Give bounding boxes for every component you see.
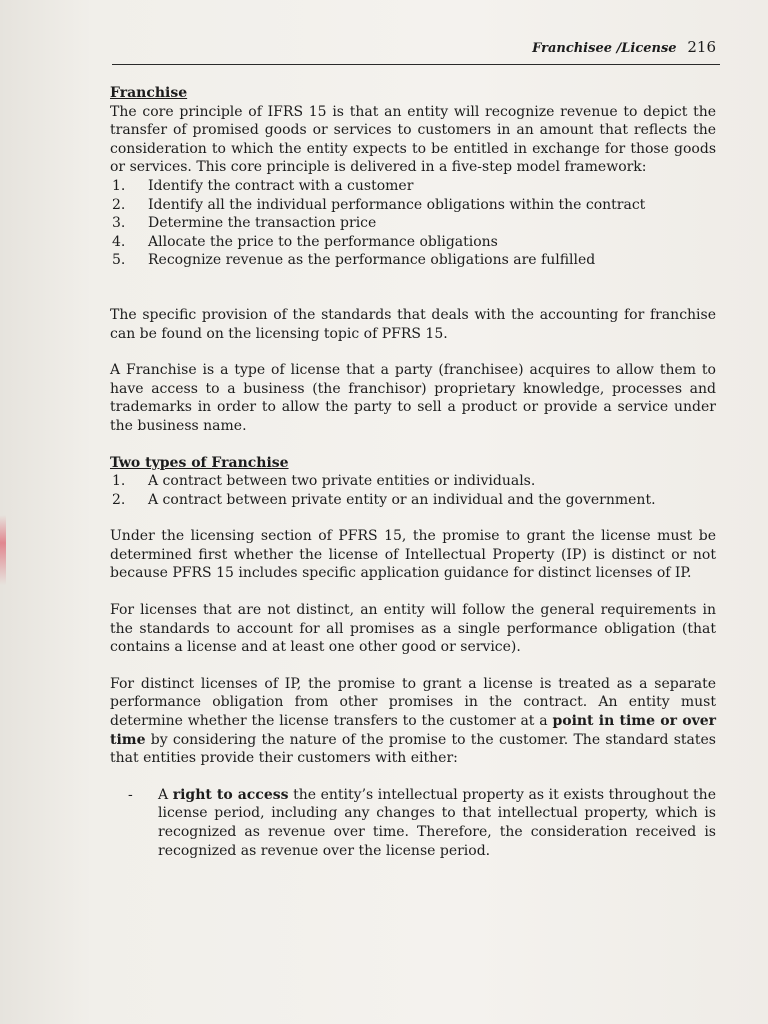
paragraph-franchise-definition: A Franchise is a type of license that a party (franchisee) acquires to allow them to have access to a business (the franchisor) proprietary knowledge, processes and trademarks in order to allow the party to sell a product or provide a service under the business name.	[110, 362, 716, 434]
list-number: 2.	[112, 196, 126, 213]
header-title: Franchisee /License	[532, 41, 677, 56]
bold-text-run: right to access	[172, 786, 289, 803]
bold-text-run: point in time or over time	[110, 713, 717, 748]
bullet-dash: -	[128, 786, 133, 803]
header-rule	[112, 64, 720, 65]
running-header	[532, 38, 716, 56]
franchise-types-list	[110, 472, 716, 509]
list-number: 3.	[112, 215, 126, 232]
text-run: the entity’s intellectual property as it exists throughout the license period, including any changes to that intellectual property, which is recognized as revenue over time. Therefore, the consideration received is recognized as revenue over the license period.	[158, 786, 716, 859]
list-number: 5.	[112, 252, 126, 269]
list-item	[110, 251, 716, 270]
list-item	[110, 472, 716, 491]
bullet-text	[158, 786, 716, 860]
list-number: 4.	[112, 233, 126, 250]
text-run: by considering the nature of the promise to the customer. The standard states that entities provide their customers with either:	[110, 731, 716, 767]
list-number: 1.	[112, 177, 126, 194]
text-run: A	[158, 786, 173, 803]
list-number: 2.	[112, 491, 126, 508]
list-number: 1.	[112, 473, 126, 490]
list-text: Recognize revenue as the performance obligations are fulfilled	[148, 252, 596, 269]
text-run: For distinct licenses of IP, the promise to grant a license is treated as a separate performance obligation from other promises in the contract. An entity must determine whether the license transfers to the customer at a	[110, 675, 716, 730]
list-item	[110, 177, 716, 196]
list-text: A contract between two private entities or individuals.	[148, 473, 536, 490]
paragraph-provision: The specific provision of the standards that deals with the accounting for franchise can be found on the licensing topic of PFRS 15.	[110, 306, 716, 342]
list-text: A contract between private entity or an individual and the government.	[148, 491, 656, 508]
paragraph-core-principle: The core principle of IFRS 15 is that an entity will recognize revenue to depict the transfer of promised goods or services to customers in an amount that reflects the consideration to which the entity expects to be entitled in exchange for those goods or services. This core principle is delivered in a five-step model framework:	[110, 103, 716, 176]
list-item	[110, 196, 716, 215]
paragraph-licensing-section: Under the licensing section of PFRS 15, the promise to grant the license must be determined first whether the license of Intellectual Property (IP) is distinct or not because PFRS 15 includes specific application guidance for distinct licenses of IP.	[110, 528, 716, 582]
section-heading-franchise: Franchise	[110, 85, 188, 101]
bullet-item-right-to-access	[110, 786, 716, 860]
list-text: Determine the transaction price	[148, 215, 377, 232]
section-heading-two-types: Two types of Franchise	[110, 454, 289, 471]
paragraph-distinct-licenses	[110, 675, 716, 768]
list-item	[110, 214, 716, 233]
page-number: 216	[687, 38, 716, 56]
list-item	[110, 491, 716, 510]
five-step-list	[110, 177, 716, 270]
list-text: Allocate the price to the performance obligations	[148, 233, 498, 250]
list-item	[110, 233, 716, 252]
list-text: Identify the contract with a customer	[148, 177, 414, 194]
paragraph-not-distinct: For licenses that are not distinct, an entity will follow the general requirements in the standards to account for all promises as a single performance obligation (that contains a license and at least one other good or service).	[110, 602, 716, 656]
page-edge-mark	[0, 515, 6, 585]
page-content	[110, 84, 716, 860]
list-text: Identify all the individual performance obligations within the contract	[148, 196, 646, 213]
